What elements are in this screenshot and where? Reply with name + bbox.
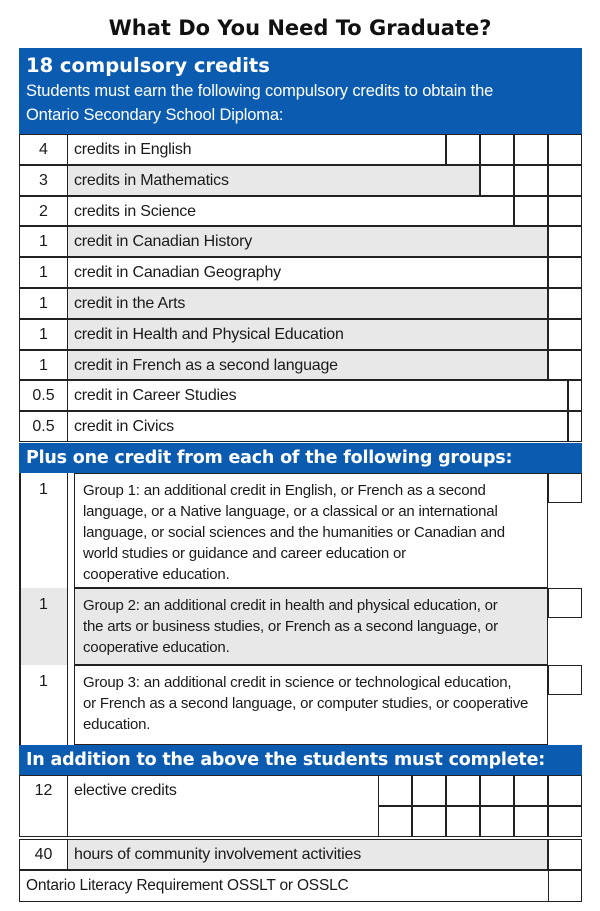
elective-checkbox[interactable] [412,806,446,837]
group-description-line: or French as a second language, or computer studies, or cooperative [83,695,529,712]
group-checkbox[interactable] [548,588,582,618]
literacy-checkbox[interactable] [548,870,582,902]
credit-checkbox[interactable] [548,134,582,165]
community-involvement-row [19,839,582,870]
elective-checkbox[interactable] [446,775,480,806]
group-description-line: Group 3: an additional credit in science or technological education, [83,674,512,691]
elective-credits-row [19,775,582,837]
elective-checkbox[interactable] [514,806,548,837]
elective-checkbox[interactable] [378,806,412,837]
credit-count: 2 [19,196,68,227]
credit-description: credit in Canadian Geography [68,257,548,288]
group-description [74,665,548,745]
half-credit-checkbox[interactable] [568,411,582,442]
credit-checkbox[interactable] [548,226,582,257]
group-description-line: the arts or business studies, or French as a second language, or [83,618,498,635]
credit-count: 0.5 [19,380,68,411]
compulsory-row [19,257,582,288]
credit-description: credits in Science [68,196,514,227]
credit-checkbox[interactable] [548,257,582,288]
credit-count: 1 [19,319,68,350]
credit-checkbox[interactable] [548,319,582,350]
credit-checkbox[interactable] [480,165,514,196]
elective-checkbox[interactable] [480,775,514,806]
compulsory-row [19,288,582,319]
group-description-line: language, or social sciences and the humanities or Canadian and [83,524,505,541]
credit-checkbox[interactable] [548,288,582,319]
credit-count: 1 [19,226,68,257]
compulsory-row [19,411,582,442]
group-description [74,473,548,588]
half-credit-checkbox[interactable] [568,380,582,411]
credit-count: 0.5 [19,411,68,442]
group-checkbox[interactable] [548,473,582,503]
credit-description: credit in the Arts [68,288,548,319]
group-description-line: Group 1: an additional credit in English, or French as a second [83,482,486,499]
elective-checkbox[interactable] [514,775,548,806]
group-2-row [19,588,582,665]
group-description-line: language, or a Native language, or a classical or an international [83,503,498,520]
compulsory-row [19,226,582,257]
credit-description: credit in Health and Physical Education [68,319,548,350]
group-credit-count: 1 [19,665,68,745]
credit-description: credits in Mathematics [68,165,480,196]
group-description-line: cooperative education. [83,639,230,656]
elective-checkbox[interactable] [446,806,480,837]
community-hours-number: 40 [19,839,68,870]
credit-count: 1 [19,350,68,381]
elective-checkbox[interactable] [548,806,582,837]
groups-heading: Plus one credit from each of the following groups: [19,443,582,473]
compulsory-row [19,350,582,381]
group-description-line: world studies or guidance and career education or [83,545,406,562]
group-1-row [19,473,582,588]
additional-heading: In addition to the above the students must complete: [19,745,582,775]
credit-checkbox[interactable] [548,165,582,196]
credit-description: credits in English [68,134,446,165]
group-section-border [19,473,21,745]
compulsory-subheading-line1: Students must earn the following compulsory credits to obtain the [26,82,494,100]
elective-checkbox[interactable] [412,775,446,806]
credit-checkbox[interactable] [514,196,548,227]
group-description-line: education. [83,716,151,733]
credit-count: 1 [19,288,68,319]
credit-description: credit in Canadian History [68,226,548,257]
group-credit-count: 1 [19,588,68,665]
credit-count: 3 [19,165,68,196]
community-hours-label: hours of community involvement activities [68,839,548,870]
compulsory-row [19,319,582,350]
credit-checkbox[interactable] [480,134,514,165]
compulsory-row [19,196,582,227]
compulsory-row [19,380,582,411]
compulsory-header [19,48,582,134]
credit-checkbox[interactable] [514,165,548,196]
credit-count: 1 [19,257,68,288]
compulsory-row [19,134,582,165]
community-checkbox[interactable] [548,839,582,870]
credit-count: 4 [19,134,68,165]
compulsory-subheading-line2: Ontario Secondary School Diploma: [26,106,284,124]
elective-credits-number: 12 [19,775,68,837]
elective-checkbox[interactable] [548,775,582,806]
credit-checkbox[interactable] [548,196,582,227]
group-credit-count: 1 [19,473,68,588]
group-3-row [19,665,582,745]
elective-credits-label: elective credits [68,775,383,837]
page-title: What Do You Need To Graduate? [108,16,492,40]
credit-description: credit in Civics [68,411,568,442]
compulsory-row [19,165,582,196]
elective-checkbox[interactable] [378,775,412,806]
compulsory-heading: 18 compulsory credits [26,54,270,77]
group-description-line: Group 2: an additional credit in health and physical education, or [83,597,498,614]
credit-checkbox[interactable] [514,134,548,165]
credit-checkbox[interactable] [446,134,480,165]
credit-description: credit in French as a second language [68,350,548,381]
credit-checkbox[interactable] [548,350,582,381]
literacy-requirement: Ontario Literacy Requirement OSSLT or OSSLC [19,870,582,902]
elective-checkbox[interactable] [480,806,514,837]
credit-description: credit in Career Studies [68,380,568,411]
group-description [74,588,548,665]
group-checkbox[interactable] [548,665,582,695]
group-description-line: cooperative education. [83,566,230,583]
